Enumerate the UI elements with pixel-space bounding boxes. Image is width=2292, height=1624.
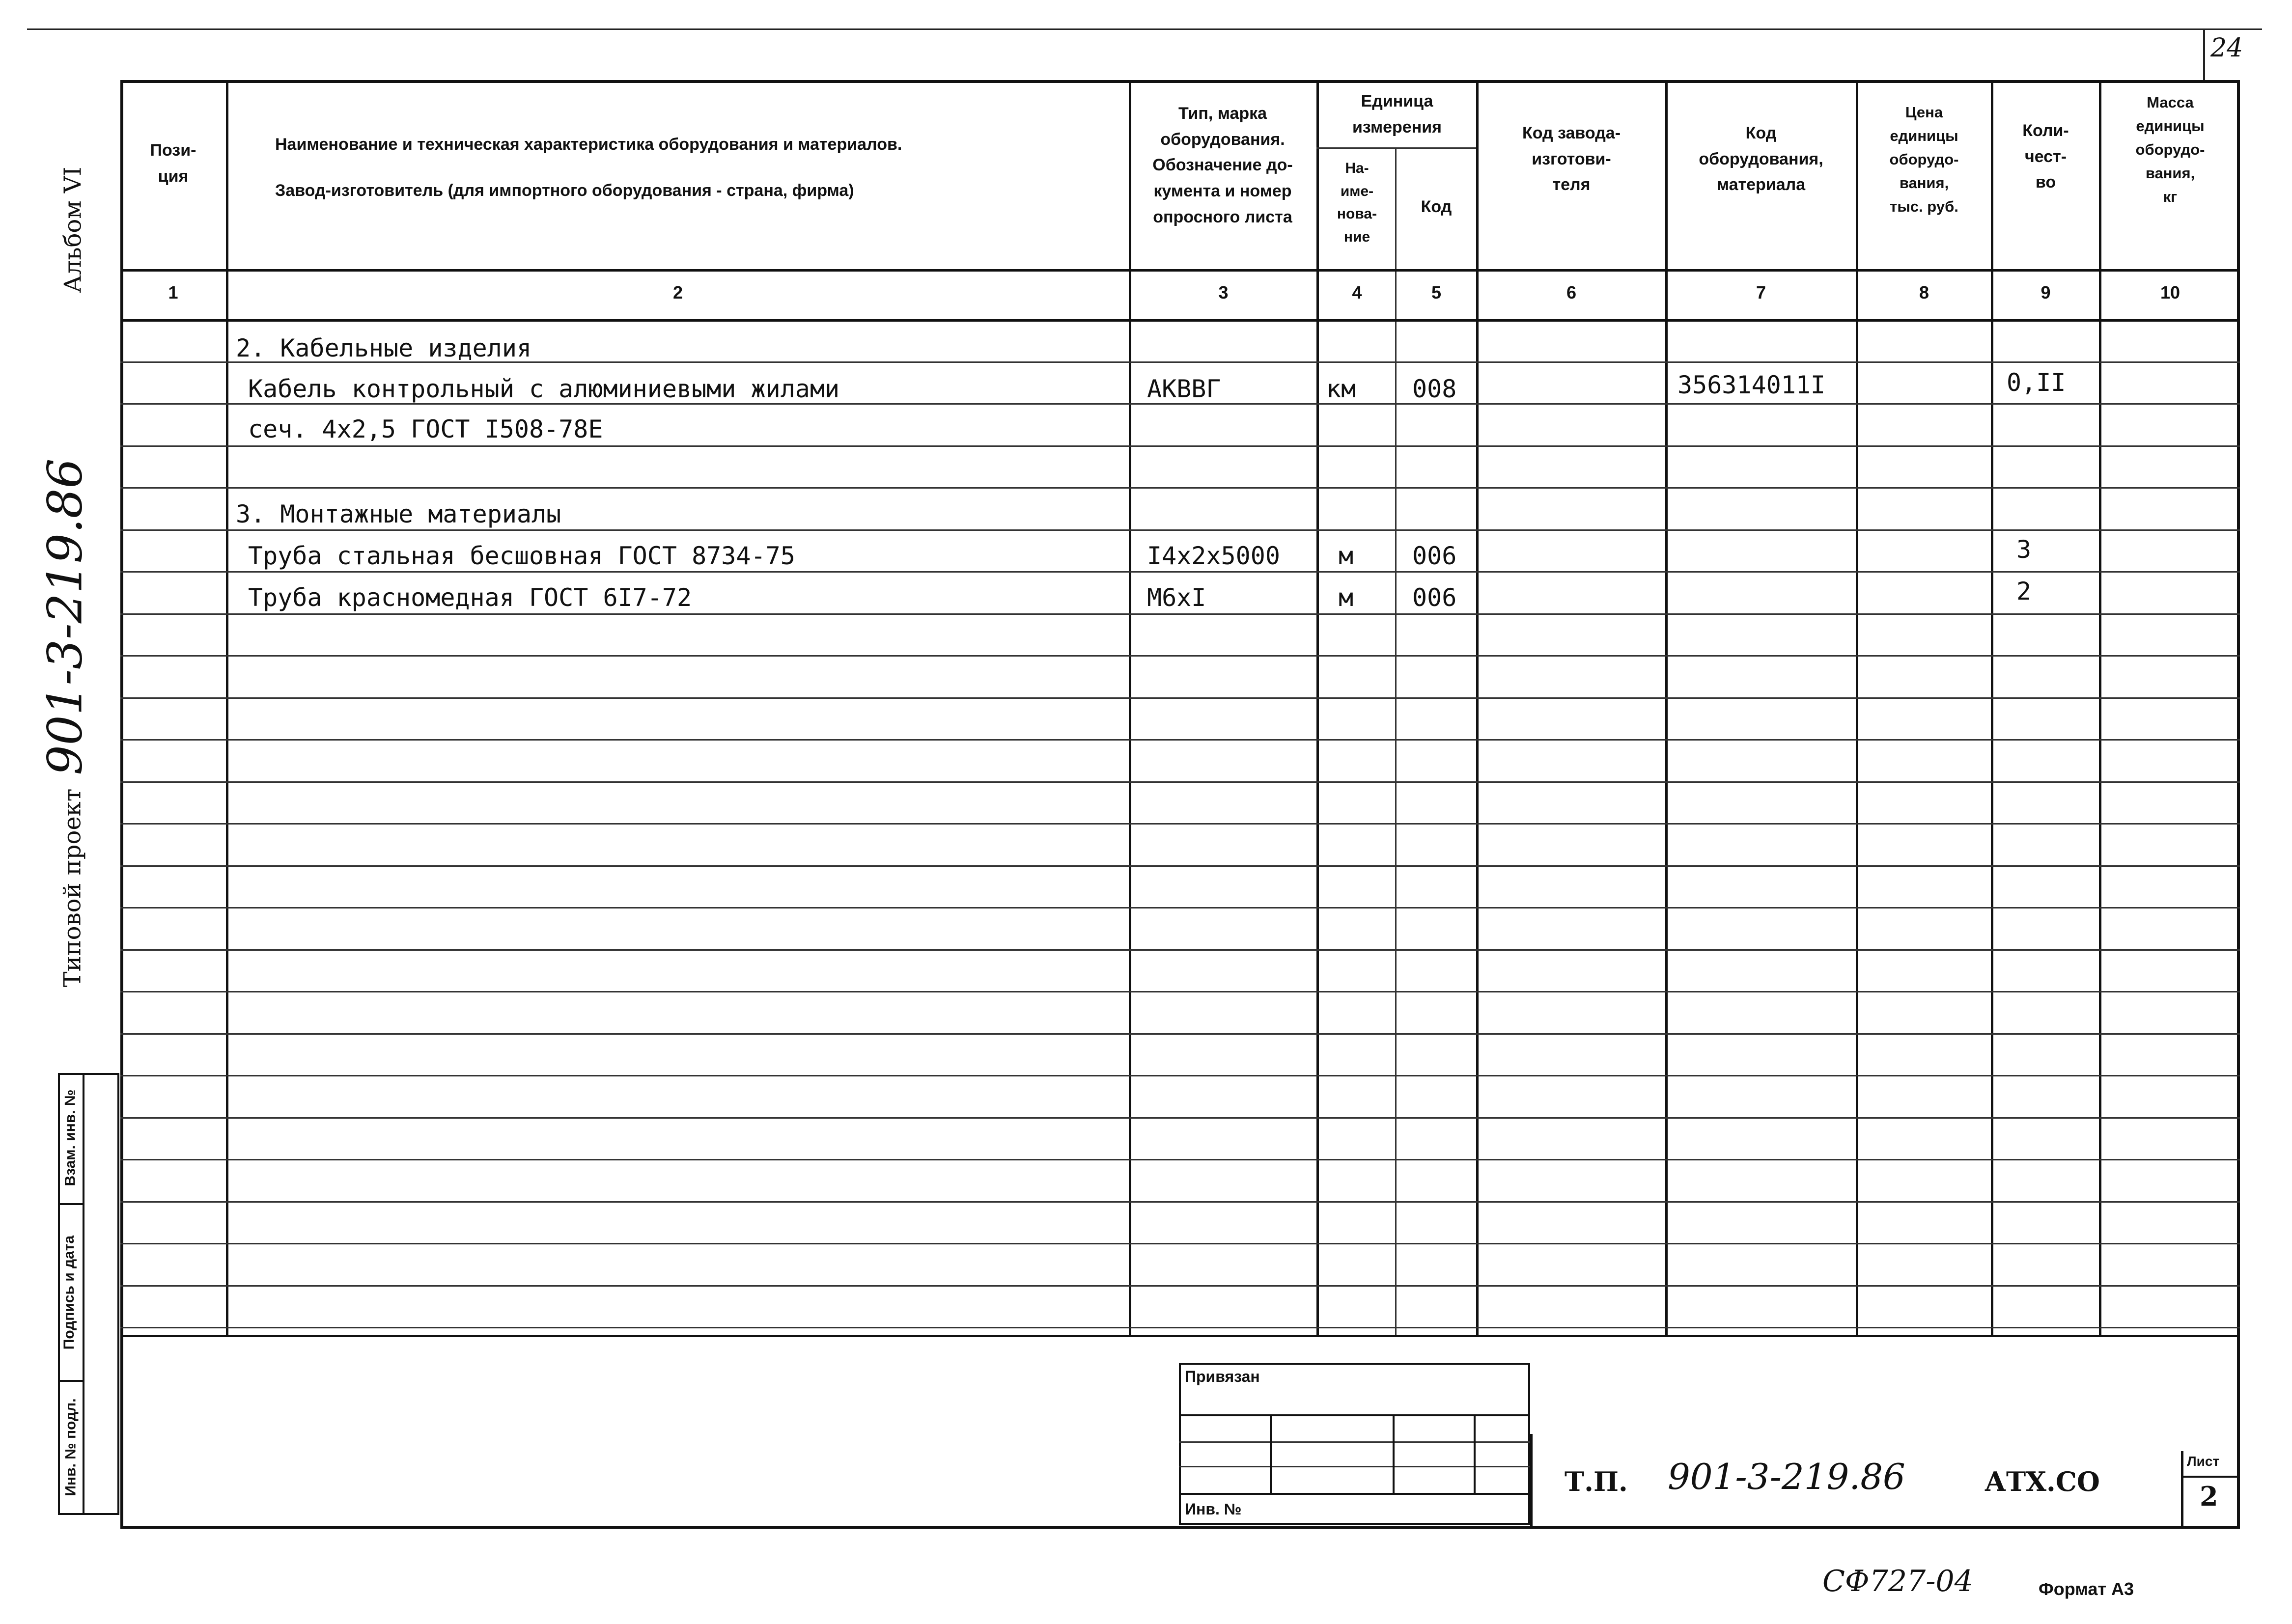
privyazan-line-2 — [1179, 1441, 1530, 1443]
format-label: Формат А3 — [2039, 1579, 2134, 1599]
row-7-type: М6хI — [1147, 583, 1206, 612]
tp-label: Т.П. — [1565, 1466, 1628, 1497]
header-unit-name: На- име- нова- ние — [1337, 160, 1377, 245]
album-label: Альбом VI — [59, 166, 87, 293]
vzam-inv-label: Взам. инв. № — [62, 1089, 79, 1186]
header-name-line1: Наименование и техническая характеристика оборудования и материалов. — [275, 135, 902, 154]
row-line — [120, 739, 2240, 741]
row-3-name: сеч. 4х2,5 ГОСТ I508-78Е — [248, 415, 603, 443]
row-line — [120, 1075, 2240, 1076]
header-mass: Масса единицы оборудо- вания, кг — [2135, 94, 2205, 206]
row-line — [120, 823, 2240, 825]
privyazan-vline-1 — [1270, 1414, 1272, 1493]
privyazan-line-4 — [1179, 1493, 1530, 1495]
row-line — [120, 697, 2240, 699]
header-type: Тип, марка оборудования. Обозначение до- кумента и номер опросного листа — [1152, 104, 1293, 226]
stamp-inv-no-label: Инв. № — [1185, 1500, 1242, 1518]
row-line — [120, 655, 2240, 657]
row-6-unit: м — [1339, 542, 1354, 570]
privyazan-line-1 — [1179, 1414, 1530, 1416]
row-2-unit-code: 008 — [1412, 375, 1457, 403]
inv-no-label: Инв. № подл. — [62, 1398, 79, 1496]
top-border-line — [27, 28, 2262, 30]
colnum-6: 6 — [1566, 282, 1577, 303]
row-line — [120, 1117, 2240, 1119]
row-2-equipment-code: 356314011I — [1677, 371, 1826, 399]
row-line — [120, 487, 2240, 489]
row-line — [120, 865, 2240, 867]
row-line — [120, 571, 2240, 573]
header-unit-code: Код — [1421, 197, 1452, 216]
row-6-name: Труба стальная бесшовная ГОСТ 8734-75 — [248, 542, 795, 570]
sheet-label: Лист — [2187, 1454, 2220, 1469]
row-line — [120, 403, 2240, 405]
header-unit-group: Единица измерения — [1352, 92, 1442, 137]
side-stamp-sep-1 — [58, 1203, 83, 1205]
unit-group-line — [1316, 147, 1476, 149]
row-7-quantity: 2 — [2016, 577, 2032, 606]
row-7-name: Труба красномедная ГОСТ 6I7-72 — [248, 583, 692, 612]
sign-date-label: Подпись и дата — [61, 1235, 78, 1350]
row-2-unit: км — [1326, 375, 1356, 403]
header-bottom-line — [120, 269, 2240, 272]
side-stamp-sep-2 — [58, 1380, 83, 1382]
doc-number-handwritten: 901-3-219.86 — [1668, 1456, 1905, 1497]
privyazan-line-3 — [1179, 1466, 1530, 1467]
header-equipment-code: Код оборудования, материала — [1699, 124, 1823, 194]
header-price: Цена единицы оборудо- вания, тыс. руб. — [1889, 104, 1959, 216]
row-2-name: Кабель контрольный с алюминиевыми жилами — [248, 375, 840, 403]
row-line — [120, 1285, 2240, 1287]
colnum-9: 9 — [2040, 282, 2051, 303]
row-line — [120, 1033, 2240, 1035]
row-line — [120, 991, 2240, 992]
colnum-4: 4 — [1352, 282, 1362, 303]
col-line-4 — [1395, 147, 1397, 1336]
colnum-bottom-line — [120, 319, 2240, 322]
row-2-quantity: 0,II — [2007, 368, 2066, 397]
row-1-name: 2. Кабельные изделия — [236, 334, 532, 362]
header-factory-code: Код завода- изготови- теля — [1522, 124, 1621, 194]
row-5-name: 3. Монтажные материалы — [236, 500, 561, 528]
row-line — [120, 781, 2240, 783]
privyazan-vline-3 — [1474, 1414, 1476, 1493]
project-number-handwritten: 901-3-219.86 — [37, 458, 93, 775]
row-line — [120, 529, 2240, 531]
row-6-unit-code: 006 — [1412, 542, 1457, 570]
doc-code: АТХ.СО — [1985, 1466, 2100, 1497]
row-line — [120, 613, 2240, 615]
row-line — [120, 1243, 2240, 1244]
project-label: Типовой проект — [58, 788, 86, 988]
row-7-unit-code: 006 — [1412, 583, 1457, 612]
side-stamp-divider — [83, 1073, 84, 1515]
sheet-number: 2 — [2200, 1481, 2218, 1512]
copy-code-handwritten: СФ727-04 — [1822, 1564, 1973, 1598]
privyazan-vline-2 — [1393, 1414, 1395, 1493]
colnum-7: 7 — [1756, 282, 1766, 303]
row-line — [120, 1159, 2240, 1160]
row-line — [120, 445, 2240, 447]
colnum-10: 10 — [2160, 282, 2180, 303]
row-line — [120, 907, 2240, 908]
row-6-type: I4х2х5000 — [1147, 542, 1280, 570]
header-quantity: Коли- чест- во — [2022, 121, 2069, 192]
row-7-unit: м — [1339, 583, 1354, 612]
row-6-quantity: 3 — [2016, 535, 2032, 564]
colnum-2: 2 — [672, 282, 683, 303]
header-name-line2: Завод-изготовитель (для импортного оборудования - страна, фирма) — [275, 181, 854, 200]
privyazan-label: Привязан — [1185, 1368, 1260, 1385]
row-line — [120, 949, 2240, 951]
colnum-3: 3 — [1218, 282, 1229, 303]
stamp-left-divider — [1530, 1434, 1533, 1527]
page-number: 24 — [2210, 33, 2243, 63]
colnum-5: 5 — [1431, 282, 1442, 303]
table-bottom-line — [120, 1335, 2240, 1337]
row-line — [120, 1201, 2240, 1203]
row-2-type: АКВВГ — [1147, 375, 1221, 403]
colnum-8: 8 — [1919, 282, 1929, 303]
row-line — [120, 1327, 2240, 1328]
sheet-box-line — [2181, 1476, 2240, 1478]
colnum-1: 1 — [168, 282, 178, 303]
header-position: Пози- ция — [150, 141, 196, 186]
